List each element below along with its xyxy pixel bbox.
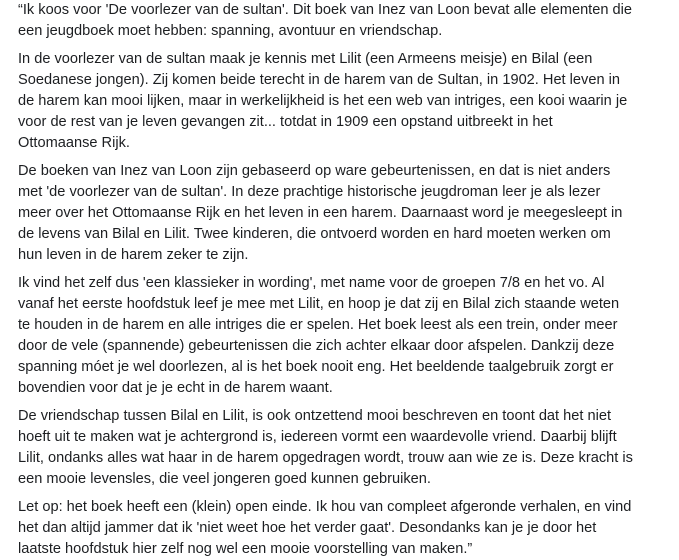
paragraph-line: te houden in de harem en alle intriges die er spelen. Het boek leest als een trein, onder meer <box>18 317 618 333</box>
paragraph-line: Soedanese jongen). Zij komen beide terecht in de harem van de Sultan, in 1902. Het leven in <box>18 72 620 88</box>
paragraph-line: het dan altijd jammer dat ik 'niet weet hoe het verder gaat'. Desondanks kan je je door het <box>18 520 597 536</box>
paragraph-line: hun leven in de harem zeker te zijn. <box>18 247 249 263</box>
paragraph-5 <box>18 406 669 490</box>
paragraph-line: de levens van Bilal en Lilit. Twee kinderen, die ontvoerd worden en hard moeten werken om <box>18 226 611 242</box>
paragraph-line: In de voorlezer van de sultan maak je kennis met Lilit (een Armeens meisje) en Bilal (een <box>18 51 593 67</box>
paragraph-line: De boeken van Inez van Loon zijn gebaseerd op ware gebeurtenissen, en dat is niet anders <box>18 163 611 179</box>
paragraph-line: een mooie levensles, die veel jongeren goed kunnen gebruiken. <box>18 471 431 487</box>
paragraph-line: een jeugdboek moet hebben: spanning, avontuur en vriendschap. <box>18 23 443 39</box>
paragraph-line: door de vele (spannende) gebeurtenissen die zich achter elkaar door afspelen. Dankzij deze <box>18 338 615 354</box>
paragraph-line: de harem kan mooi lijken, maar in werkelijkheid is het een web van intriges, een kooi waarin je <box>18 93 628 109</box>
paragraph-line: Let op: het boek heeft een (klein) open einde. Ik hou van compleet afgeronde verhalen, en vind <box>18 499 632 515</box>
paragraph-3 <box>18 161 669 266</box>
paragraph-line: Ottomaanse Rijk. <box>18 135 130 151</box>
paragraph-line: hoeft uit te maken wat je achtergrond is, iedereen vormt een waardevolle vriend. Daarbij blijft <box>18 429 617 445</box>
paragraph-line: meer over het Ottomaanse Rijk en het leven in een harem. Daarnaast word je meegesleept in <box>18 205 623 221</box>
paragraph-line: Lilit, ondanks alles wat haar in de harem opgedragen wordt, trouw aan wie ze is. Deze kracht is <box>18 450 633 466</box>
paragraph-6 <box>18 497 669 560</box>
paragraph-line: laatste hoofdstuk hier zelf nog wel een mooie voorstelling van maken.” <box>18 541 473 557</box>
paragraph-1 <box>18 0 669 42</box>
paragraph-line: voor de rest van je leven gevangen zit... totdat in 1909 een opstand uitbreekt in het <box>18 114 553 130</box>
paragraph-line: vanaf het eerste hoofdstuk leef je mee met Lilit, en hoop je dat zij en Bilal zich staande weten <box>18 296 620 312</box>
paragraph-line: bovendien voor dat je je echt in de harem waant. <box>18 380 333 396</box>
paragraph-line: met 'de voorlezer van de sultan'. In deze prachtige historische jeugdroman leer je als lezer <box>18 184 601 200</box>
paragraph-2 <box>18 49 669 154</box>
paragraph-line: Ik vind het zelf dus 'een klassieker in wording', met name voor de groepen 7/8 en het vo. Al <box>18 275 605 291</box>
paragraph-4 <box>18 273 669 399</box>
paragraph-line: “Ik koos voor 'De voorlezer van de sultan'. Dit boek van Inez van Loon bevat alle elementen die <box>18 2 632 18</box>
paragraph-line: spanning móet je wel doorlezen, al is het boek nooit eng. Het beeldende taalgebruik zorgt er <box>18 359 614 375</box>
paragraph-line: De vriendschap tussen Bilal en Lilit, is ook ontzettend mooi beschreven en toont dat het niet <box>18 408 612 424</box>
